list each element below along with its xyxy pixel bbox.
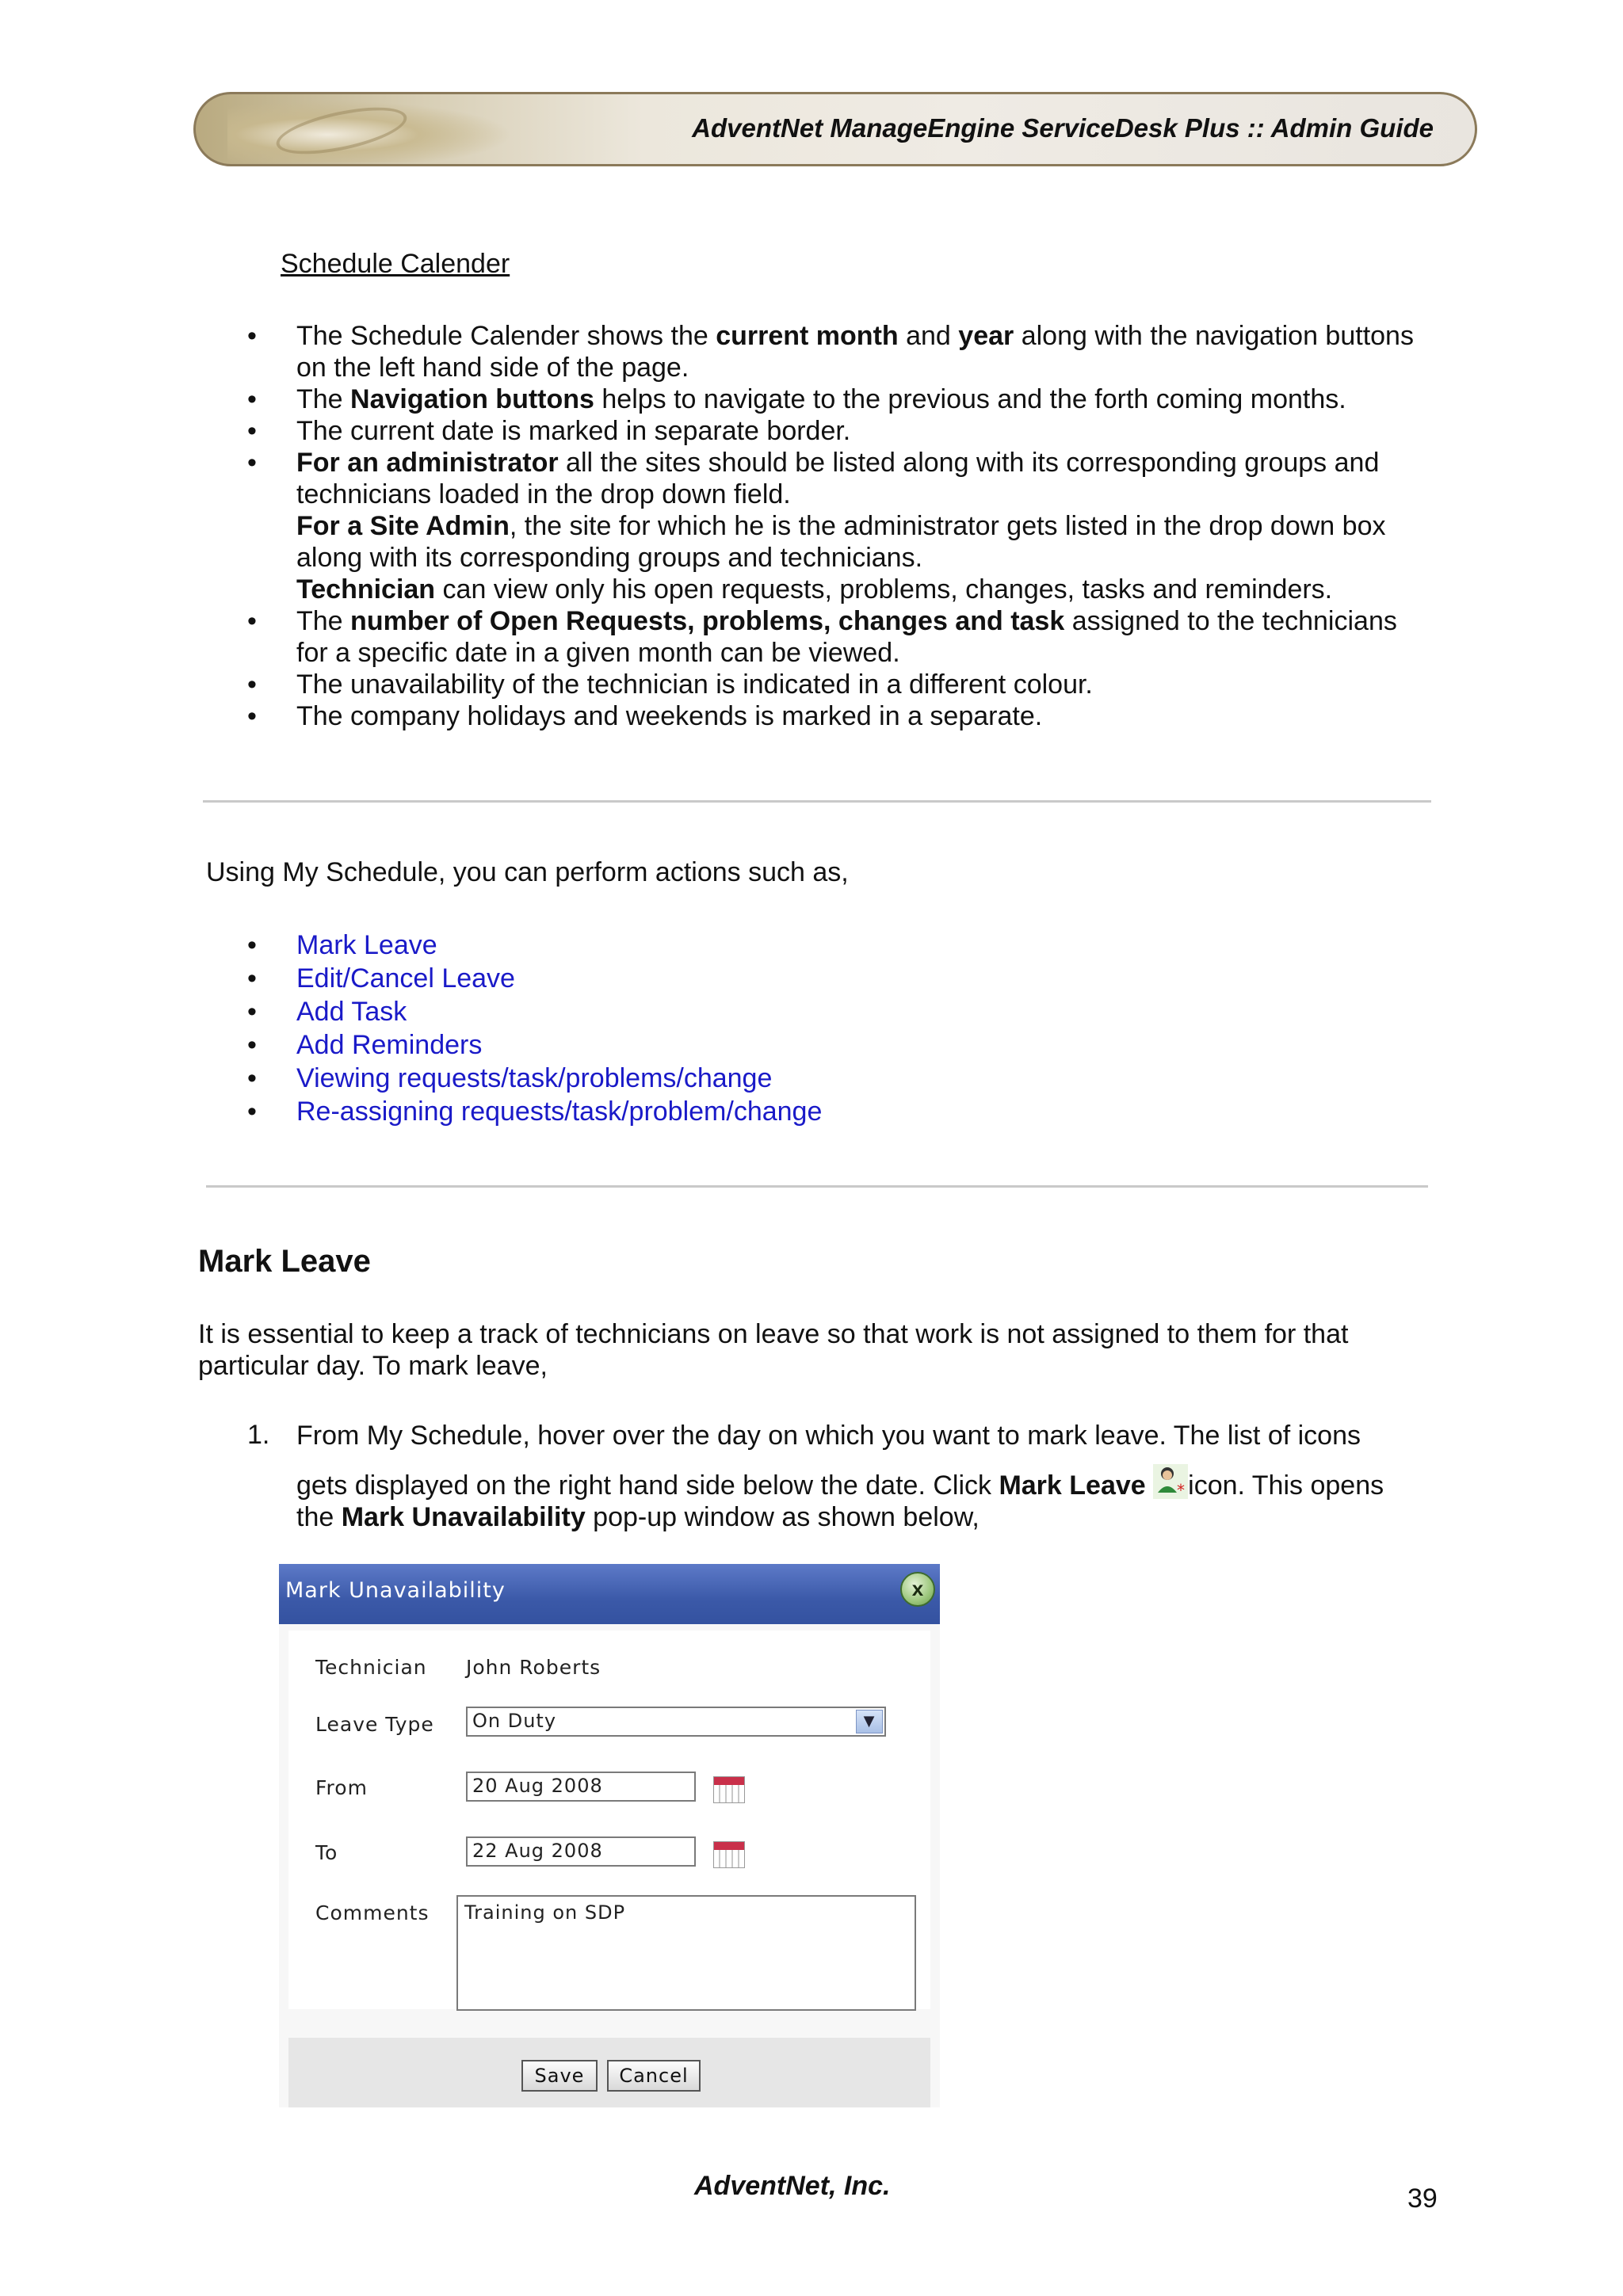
schedule-calender-link[interactable]: Schedule Calender	[281, 249, 510, 279]
svg-text:*: *	[1177, 1481, 1186, 1499]
popup-title: Mark Unavailability	[285, 1578, 506, 1603]
header-banner	[193, 92, 1477, 166]
from-date-input[interactable]: 20 Aug 2008	[466, 1772, 696, 1802]
cancel-button[interactable]: Cancel	[607, 2060, 701, 2092]
action-links	[296, 929, 1406, 1128]
header-title: AdventNet ManageEngine ServiceDesk Plus :: Admin Guide	[692, 113, 1434, 143]
intro-text: Using My Schedule, you can perform actions such as,	[206, 857, 849, 887]
technician-value: John Roberts	[466, 1656, 601, 1679]
calendar-icon[interactable]	[713, 1776, 745, 1803]
bullet-item: • The number of Open Requests, problems, changes and task assigned to the technicians for a specific date in a given month can be viewed.	[296, 605, 1469, 669]
leave-type-label: Leave Type	[315, 1713, 434, 1736]
mark-unavailability-popup	[279, 1564, 940, 2107]
to-label: To	[315, 1841, 338, 1864]
from-label: From	[315, 1776, 368, 1799]
bullet-item: • The company holidays and weekends is marked in a separate.	[296, 700, 1469, 732]
action-link-add-task[interactable]: • Add Task	[296, 995, 1406, 1028]
divider	[203, 800, 1431, 803]
popup-header	[279, 1564, 940, 1624]
action-link-add-reminders[interactable]: • Add Reminders	[296, 1028, 1406, 1062]
step-text: From My Schedule, hover over the day on which you want to mark leave. The list of icons gets displayed on the right hand side below the date. Click Mark Leave * icon. This opens the Mark Unavailability pop-up window as shown below,	[296, 1421, 1384, 1532]
footer-company: AdventNet, Inc.	[694, 2171, 891, 2201]
popup-footer	[288, 2038, 930, 2107]
bullet-item: • The Schedule Calender shows the current month and year along with the navigation buttons on the left hand side of the page.	[296, 320, 1469, 383]
save-button[interactable]: Save	[521, 2060, 598, 2092]
bullet-item: • The Navigation buttons helps to navigate to the previous and the forth coming months.	[296, 383, 1469, 415]
action-link-viewing-requests[interactable]: • Viewing requests/task/problems/change	[296, 1062, 1406, 1095]
action-link-mark-leave[interactable]: • Mark Leave	[296, 929, 1406, 962]
action-link-reassigning-requests[interactable]: • Re-assigning requests/task/problem/change	[296, 1095, 1406, 1128]
mark-leave-paragraph: It is essential to keep a track of technicians on leave so that work is not assigned to them for that particular day. To mark leave,	[198, 1319, 1349, 1381]
bullet-item: • The unavailability of the technician is indicated in a different colour.	[296, 669, 1469, 700]
mark-leave-heading: Mark Leave	[198, 1244, 371, 1279]
mark-leave-icon	[1153, 1464, 1188, 1499]
chevron-down-icon[interactable]: ▼	[856, 1710, 883, 1733]
comments-textarea[interactable]: Training on SDP	[456, 1895, 916, 2011]
technician-label: Technician	[315, 1656, 427, 1679]
comments-label: Comments	[315, 1901, 430, 1924]
action-link-edit-cancel-leave[interactable]: • Edit/Cancel Leave	[296, 962, 1406, 995]
to-date-input[interactable]: 22 Aug 2008	[466, 1836, 696, 1867]
leave-type-value: On Duty	[472, 1710, 557, 1732]
close-icon[interactable]: x	[900, 1572, 935, 1607]
calendar-icon[interactable]	[713, 1841, 745, 1868]
schedule-bullets	[296, 320, 1469, 732]
step-number: 1.	[247, 1420, 270, 1450]
leave-type-select[interactable]	[466, 1707, 886, 1737]
bullet-item: • For an administrator all the sites should be listed along with its corresponding groups and technicians loaded in the drop down field. For a Site Admin, the site for which he is the administrator gets listed in the drop down box along with its corresponding groups and technicians. Technician can view only his open requests, problems, changes, tasks and reminders.	[296, 447, 1469, 605]
divider	[206, 1185, 1428, 1188]
bullet-item: • The current date is marked in separate border.	[296, 415, 1469, 447]
page-number: 39	[1407, 2183, 1438, 2214]
